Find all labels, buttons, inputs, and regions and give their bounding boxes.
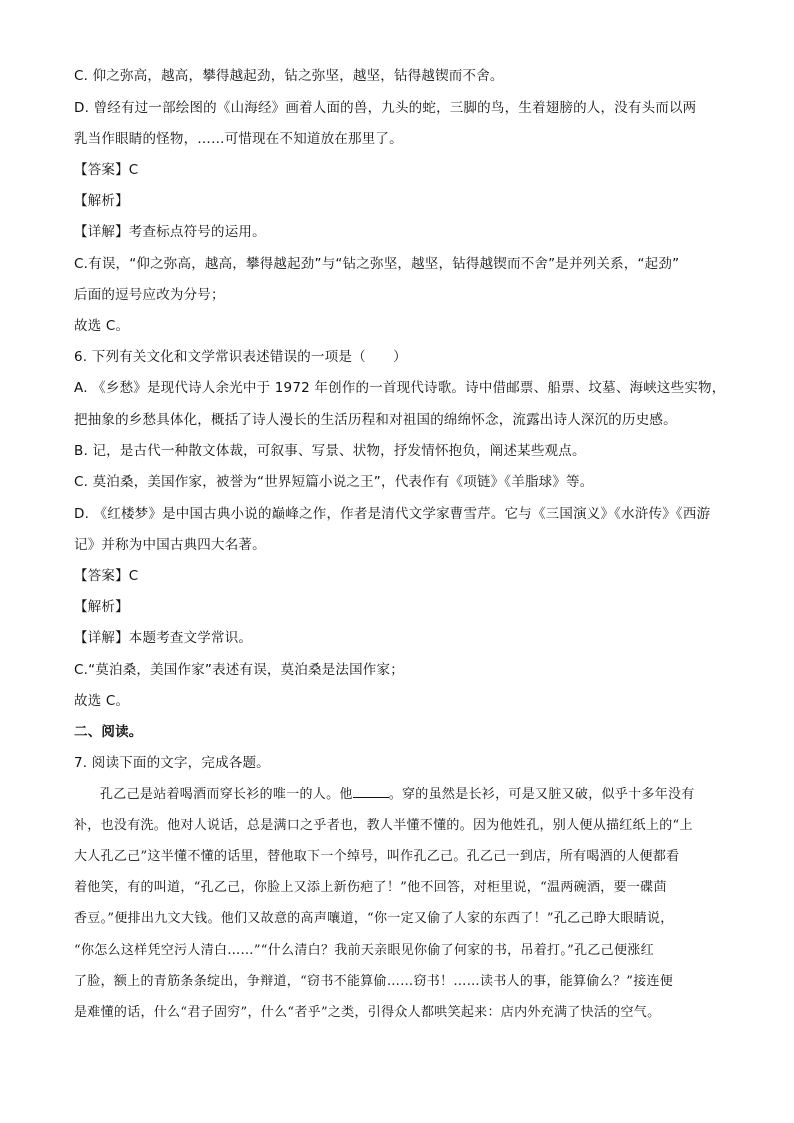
- passage-text-before-blank: 孔乙己是站着喝酒而穿长衫的唯一的人。他: [100, 787, 353, 802]
- section-heading: 二、阅读。: [74, 724, 143, 740]
- q5-option-d-line1: D. 曾经有过一部绘图的《山海经》画着人面的兽，九头的蛇，三脚的鸟，生着翅膀的人，没有头而以两: [74, 100, 697, 116]
- q6-conclusion: 故选 C。: [74, 693, 130, 709]
- passage-line-3: 大人孔乙己”这半懂不懂的话里，替他取下一个绰号，叫作孔乙己。孔乙己一到店，所有喝酒的人便都看: [74, 849, 680, 864]
- q5-explanation-line1: C.有误，“仰之弥高，越高，攀得越起劲”与“钻之弥坚，越坚，钻得越锲而不舍”是并列关系，“起劲”: [74, 256, 680, 272]
- q5-conclusion: 故选 C。: [74, 318, 130, 334]
- q5-option-c: C. 仰之弥高，越高，攀得越起劲，钻之弥坚，越坚，钻得越锲而不舍。: [74, 68, 504, 84]
- q6-option-a-line2: 把抽象的乡愁具体化，概括了诗人漫长的生活历程和对祖国的绵绵怀念，流露出诗人深沉的历史感。: [74, 412, 677, 428]
- q6-option-a-line1: A. 《乡愁》是现代诗人余光中于 1972 年创作的一首现代诗歌。诗中借邮票、船票、坟墓、海峡这些实物，: [74, 380, 726, 396]
- passage-line-5: 香豆。”便排出九文大钱。他们又故意的高声嚷道，“你一定又偷了人家的东西了！”孔乙己睁大眼睛说，: [74, 911, 674, 926]
- q5-analysis-label: 【解析】: [74, 193, 129, 209]
- passage-line-7: 了脸，额上的青筋条条绽出，争辩道，“窃书不能算偷……窃书！……读书人的事，能算偷么？”接连便: [74, 974, 674, 989]
- passage-line-1: [100, 784, 750, 805]
- passage-line-6: “你怎么这样凭空污人清白……”“什么清白？我前天亲眼见你偷了何家的书，吊着打。”孔乙己便涨红: [74, 943, 654, 958]
- passage-line-8: 是难懂的话，什么“君子固穷”，什么“者乎”之类，引得众人都哄笑起来：店内外充满了快活的空气。: [74, 1005, 661, 1020]
- q5-option-d-line2: 乳当作眼睛的怪物，……可惜现在不知道放在那里了。: [74, 131, 403, 147]
- q6-explanation: C.“莫泊桑，美国作家”表述有误，莫泊桑是法国作家；: [74, 662, 404, 678]
- q6-option-d-line1: D. 《红楼梦》是中国古典小说的巅峰之作，作者是清代文学家曹雪芹。它与《三国演义》《水浒传》《西游: [74, 506, 711, 522]
- q6-option-d-line2: 记》并称为中国古典四大名著。: [74, 537, 266, 553]
- q7-stem: 7. 阅读下面的文字，完成各题。: [74, 755, 270, 771]
- q5-answer: 【答案】C: [74, 162, 139, 178]
- q5-detail: 【详解】考查标点符号的运用。: [74, 224, 266, 240]
- q6-option-c: C. 莫泊桑，美国作家，被誉为“世界短篇小说之王”，代表作有《项链》《羊脂球》等。: [74, 474, 594, 490]
- fill-in-blank: [353, 784, 389, 798]
- q6-detail: 【详解】本题考查文学常识。: [74, 630, 253, 646]
- passage-text-after-blank: 。穿的虽然是长衫，可是又脏又破，似乎十多年没有: [388, 787, 695, 802]
- passage-line-4: 着他笑，有的叫道，“孔乙己，你脸上又添上新伤疤了！”他不回答，对柜里说，“温两碗酒，要一碟茴: [74, 880, 667, 895]
- q6-analysis-label: 【解析】: [74, 599, 129, 615]
- q6-stem: 6. 下列有关文化和文学常识表述错误的一项是（ ）: [74, 349, 407, 365]
- q5-explanation-line2: 后面的逗号应改为分号；: [74, 287, 225, 303]
- q6-option-b: B. 记，是古代一种散文体裁，可叙事、写景、状物，抒发情怀抱负，阐述某些观点。: [74, 443, 586, 459]
- q6-answer: 【答案】C: [74, 568, 139, 584]
- passage-line-2: 补，也没有洗。他对人说话，总是满口之乎者也，教人半懂不懂的。因为他姓孔，别人便从描红纸上的“上: [74, 818, 693, 833]
